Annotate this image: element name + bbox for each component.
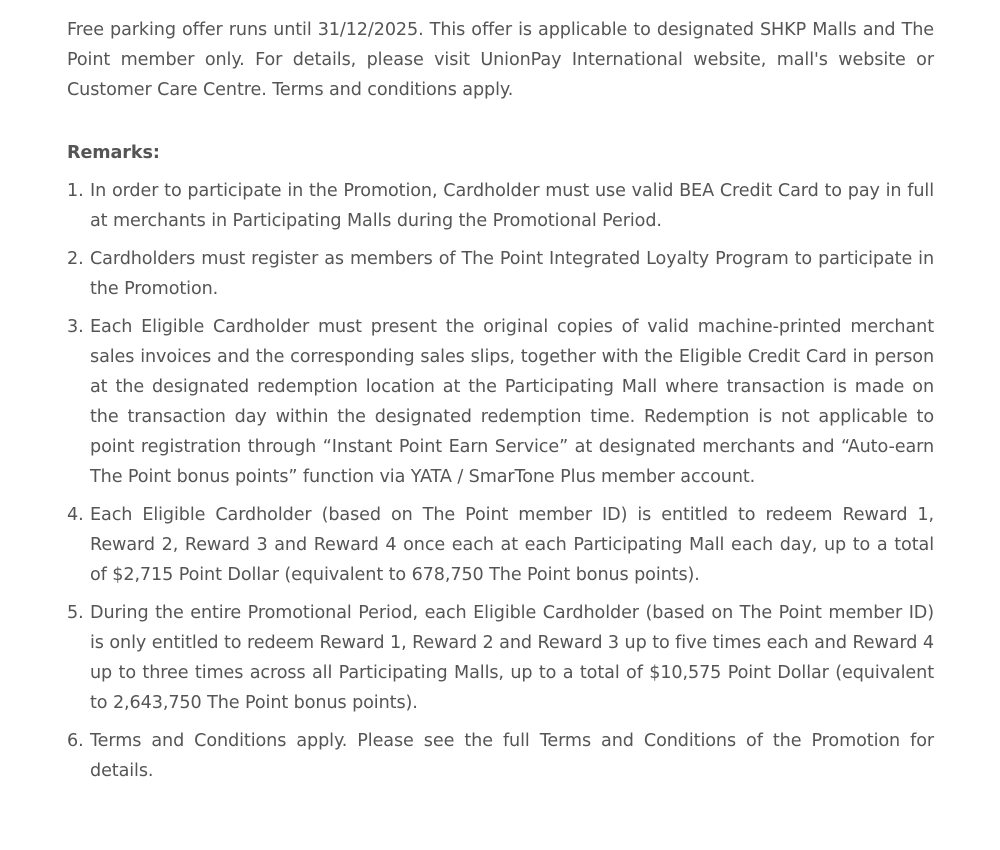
remark-number: 1. [67,181,84,201]
remark-item [67,312,934,492]
remark-item [67,244,934,304]
remark-number: 6. [67,731,84,751]
remark-item [67,500,934,590]
remarks-list [67,176,934,786]
remark-text: Each Eligible Cardholder (based on The Point member ID) is entitled to redeem Reward 1, Reward 2, Reward 3 and Reward 4 once each at each Participating Mall each day, up to a total of $2,715 Point Dollar (equivalent to 678,750 The Point bonus points). [90,505,934,585]
remark-item [67,176,934,236]
remark-number: 3. [67,317,84,337]
intro-paragraph: Free parking offer runs until 31/12/2025. This offer is applicable to designated SHKP Malls and The Point member only. For details, please visit UnionPay International website, mall's website or Customer Care Centre. Terms and conditions apply. [67,20,934,100]
remarks-heading: Remarks: [67,143,160,163]
remark-item [67,598,934,718]
remark-item [67,726,934,786]
remark-text: In order to participate in the Promotion, Cardholder must use valid BEA Credit Card to pay in full at merchants in Participating Malls during the Promotional Period. [90,181,934,231]
terms-content [67,15,934,794]
remark-text: Cardholders must register as members of The Point Integrated Loyalty Program to participate in the Promotion. [90,249,934,299]
remark-text: Each Eligible Cardholder must present the original copies of valid machine-printed merchant sales invoices and the corresponding sales slips, together with the Eligible Credit Card in person at the designated redemption location at the Participating Mall where transaction is made on the transaction day within the designated redemption time. Redemption is not applicable to point registration through “Instant Point Earn Service” at designated merchants and “Auto-earn The Point bonus points” function via YATA / SmarTone Plus member account. [90,317,934,487]
remark-number: 5. [67,603,84,623]
remark-text: During the entire Promotional Period, each Eligible Cardholder (based on The Point member ID) is only entitled to redeem Reward 1, Reward 2 and Reward 3 up to five times each and Reward 4 up to three times across all Participating Malls, up to a total of $10,575 Point Dollar (equivalent to 2,643,750 The Point bonus points). [90,603,934,713]
remark-text: Terms and Conditions apply. Please see the full Terms and Conditions of the Promotion for details. [90,731,934,781]
remark-number: 4. [67,505,84,525]
remark-number: 2. [67,249,84,269]
